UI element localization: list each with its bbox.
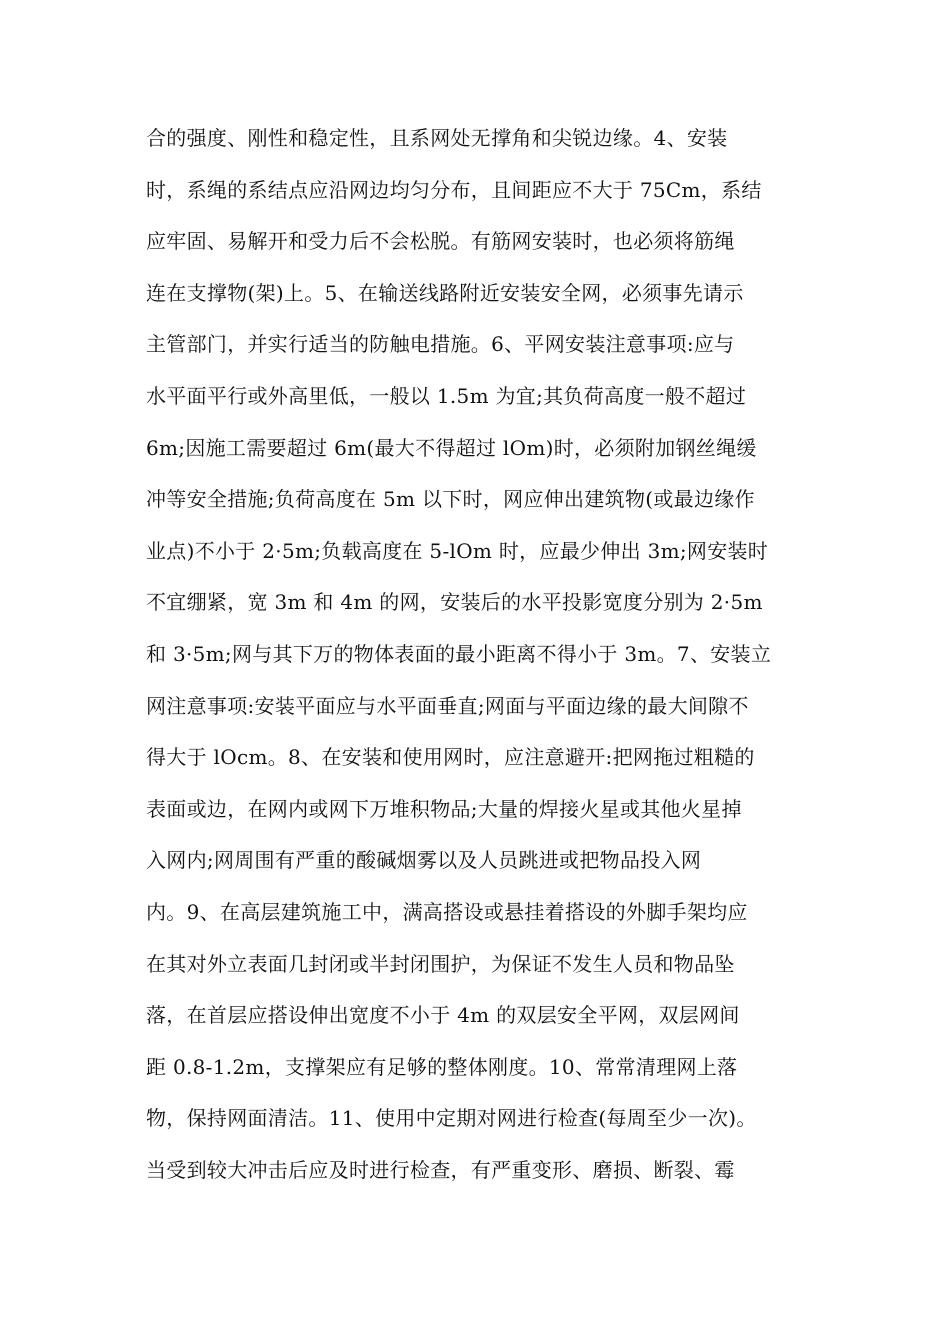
text-line: 表面或边，在网内或网下万堆积物品;大量的焊接火星或其他火星掉 <box>146 796 742 821</box>
text-line: 网注意事项:安装平面应与水平面垂直;网面与平面边缘的最大间隙不 <box>146 693 749 718</box>
text-line: 6m;因施工需要超过 6m(最大不得超过 lOm)时，必须附加钢丝绳缓 <box>146 435 757 460</box>
text-line: 业点)不小于 2·5m;负载高度在 5-lOm 时，应最少伸出 3m;网安装时 <box>146 538 769 563</box>
text-line: 应牢固、易解开和受力后不会松脱。有筋网安装时，也必须将筋绳 <box>146 229 735 254</box>
text-line: 在其对外立表面几封闭或半封闭围护，为保证不发生人员和物品坠 <box>146 951 735 976</box>
text-line: 内。9、在高层建筑施工中，满高搭设或悬挂着搭设的外脚手架均应 <box>146 899 748 924</box>
text-line: 得大于 lOcm。8、在安装和使用网时，应注意避开:把网拖过粗糙的 <box>146 745 755 770</box>
text-line: 距 0.8-1.2m，支撑架应有足够的整体刚度。10、常常清理网上落 <box>146 1054 738 1079</box>
text-line: 物，保持网面清洁。11、使用中定期对网进行检查(每周至少一次)。 <box>146 1106 757 1131</box>
text-line: 当受到较大冲击后应及时进行检查，有严重变形、磨损、断裂、霉 <box>146 1157 735 1182</box>
text-line: 入网内;网周围有严重的酸碱烟雾以及人员跳进或把物品投入网 <box>146 848 702 873</box>
body-text <box>146 118 826 1201</box>
text-line: 主管部门，并实行适当的防触电措施。6、平网安装注意事项:应与 <box>146 332 735 357</box>
text-line: 时，系绳的系结点应沿网边均匀分布，且间距应不大于 75Cm，系结 <box>146 177 762 202</box>
text-line: 落，在首层应搭设伸出宽度不小于 4m 的双层安全平网，双层网间 <box>146 1003 740 1028</box>
text-line: 冲等安全措施;负荷高度在 5m 以下时，网应伸出建筑物(或最边缘作 <box>146 487 755 512</box>
text-line: 和 3·5m;网与其下万的物体表面的最小距离不得小于 3m。7、安装立 <box>146 641 772 666</box>
text-line: 不宜绷紧，宽 3m 和 4m 的网，安装后的水平投影宽度分别为 2·5m <box>146 590 763 615</box>
text-line: 合的强度、刚性和稳定性，且系网处无撑角和尖锐边缘。4、安装 <box>146 126 728 150</box>
text-line: 水平面平行或外高里低，一般以 1.5m 为宜;其负荷高度一般不超过 <box>146 383 747 408</box>
text-line: 连在支撑物(架)上。5、在输送线路附近安装安全网，必须事先请示 <box>146 280 744 305</box>
